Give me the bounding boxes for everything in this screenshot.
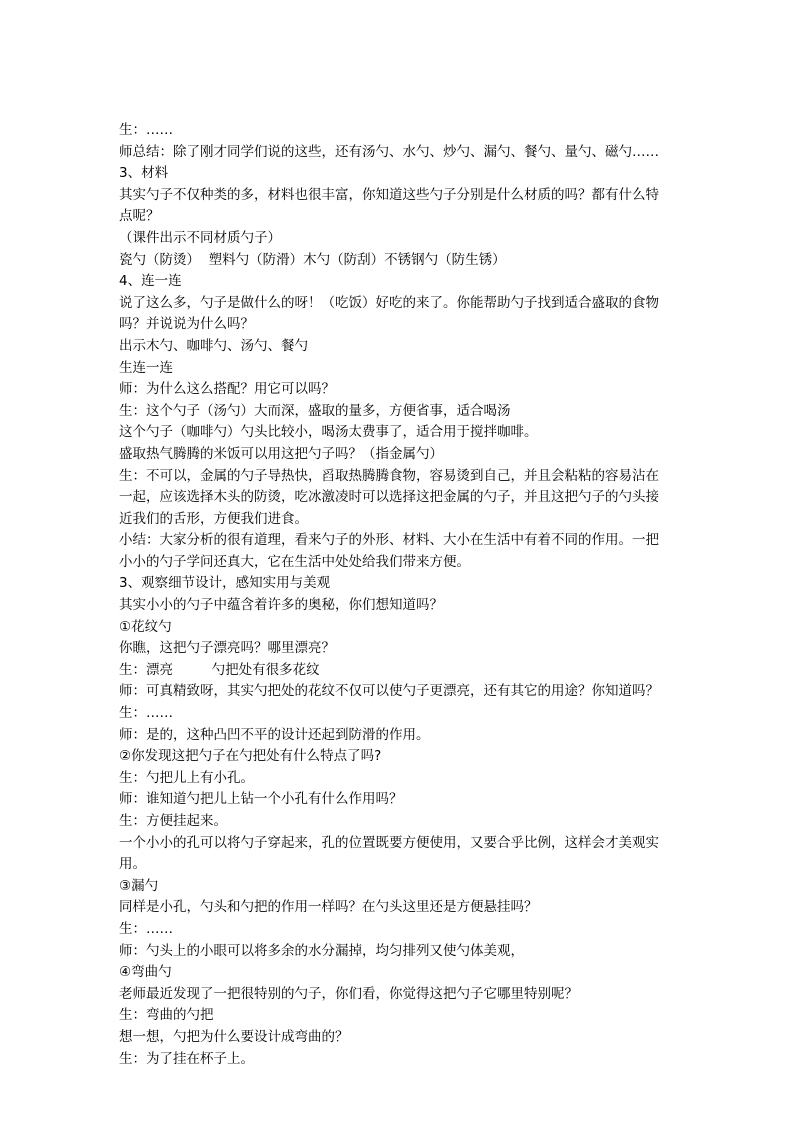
text-line: 出示木勺、咖啡勺、汤勺、餐勺 <box>119 337 308 354</box>
text-line: 4、连一连 <box>119 273 182 290</box>
text-line: 其实小小的勺子中蕴含着许多的奥秘，你们想知道吗？ <box>119 597 443 614</box>
text-line: 生：…… <box>119 920 173 937</box>
text-line: 生：不可以，金属的勺子导热快，舀取热腾腾食物，容易烫到自己，并且会粘粘的容易沾在 <box>119 467 659 484</box>
text-line: 生：方便挂起来。 <box>119 813 227 829</box>
text-line: 生：漂亮 勺把处有很多花纹 <box>119 661 320 678</box>
document-body <box>119 120 677 1070</box>
text-line: ③漏勺 <box>119 877 159 894</box>
text-line: 其实勺子不仅种类的多，材料也很丰富，你知道这些勺子分别是什么材质的吗？都有什么特 <box>119 186 659 203</box>
text-line: ①花纹勺 <box>119 618 172 635</box>
text-line: 盛取热气腾腾的米饭可以用这把勺子吗？（指金属勺） <box>119 445 443 462</box>
text-line: 生：这个勺子（汤勺）大而深，盛取的量多，方便省事，适合喝汤 <box>119 402 511 419</box>
text-line: 点呢？ <box>119 208 160 225</box>
text-line: 3、材料 <box>119 165 169 182</box>
text-line: 吗？并说说为什么吗？ <box>119 316 254 333</box>
text-line: 生：勺把儿上有小孔。 <box>119 769 254 786</box>
text-line: 近我们的舌形，方便我们进食。 <box>119 510 308 527</box>
text-line: 一起，应该选择木头的防烫，吃冰激凌时可以选择这把金属的勺子，并且这把勺子的勺头接 <box>119 489 659 506</box>
text-line: 生：…… <box>119 705 173 722</box>
text-line: ②你发现这把勺子在勺把处有什么特点了吗? <box>119 748 382 765</box>
text-line: 师：可真精致呀，其实勺把处的花纹不仅可以使勺子更漂亮，还有其它的用途？你知道吗？ <box>119 683 659 700</box>
text-line: 师总结：除了刚才同学们说的这些，还有汤勺、水勺、炒勺、漏勺、餐勺、量勺、磁勺…… <box>119 143 659 160</box>
text-line: 生：…… <box>119 122 173 138</box>
text-line: 瓷勺（防烫） 塑料勺（防滑）木勺（防刮）不锈钢勺（防生锈） <box>119 251 506 268</box>
text-line: 一个小小的孔可以将勺子穿起来，孔的位置既要方便使用，又要合乎比例，这样会才美观实 <box>119 834 659 851</box>
text-line: （课件出示不同材质勺子） <box>119 229 281 246</box>
text-line: 生：为了挂在杯子上。 <box>119 1050 254 1067</box>
text-line: 师：谁知道勺把儿上钻一个小孔有什么作用吗？ <box>119 791 403 808</box>
text-line: 生连一连 <box>119 359 173 376</box>
text-line: ④弯曲勺 <box>119 964 172 981</box>
text-line: 这个勺子（咖啡勺）勺头比较小，喝汤太费事了，适合用于搅拌咖啡。 <box>119 424 538 441</box>
text-line: 师：勺头上的小眼可以将多余的水分漏掉，均匀排列又使勺体美观， <box>119 942 524 959</box>
text-line: 同样是小孔，勺头和勺把的作用一样吗？在勺头这里还是方便悬挂吗？ <box>119 899 538 916</box>
text-line: 小结：大家分析的很有道理，看来勺子的外形、材料、大小在生活中有着不同的作用。一把 <box>119 532 659 549</box>
text-line: 老师最近发现了一把很特别的勺子，你们看，你觉得这把勺子它哪里特别呢？ <box>119 985 578 1002</box>
text-line: 你瞧，这把勺子漂亮吗？哪里漂亮？ <box>119 640 335 657</box>
text-line: 说了这么多，勺子是做什么的呀！（吃饭）好吃的来了。你能帮助勺子找到适合盛取的食物 <box>119 294 659 311</box>
text-line: 想一想，勺把为什么要设计成弯曲的？ <box>119 1028 349 1045</box>
text-line: 小小的勺子学问还真大，它在生活中处处给我们带来方便。 <box>119 553 470 570</box>
text-line: 师：为什么这么搭配？用它可以吗？ <box>119 381 335 398</box>
text-line: 用。 <box>119 856 146 873</box>
text-line: 3、观察细节设计，感知实用与美观 <box>119 575 331 592</box>
text-line: 生：弯曲的勺把 <box>119 1007 214 1024</box>
text-line: 师：是的，这种凸凹不平的设计还起到防滑的作用。 <box>119 726 430 743</box>
